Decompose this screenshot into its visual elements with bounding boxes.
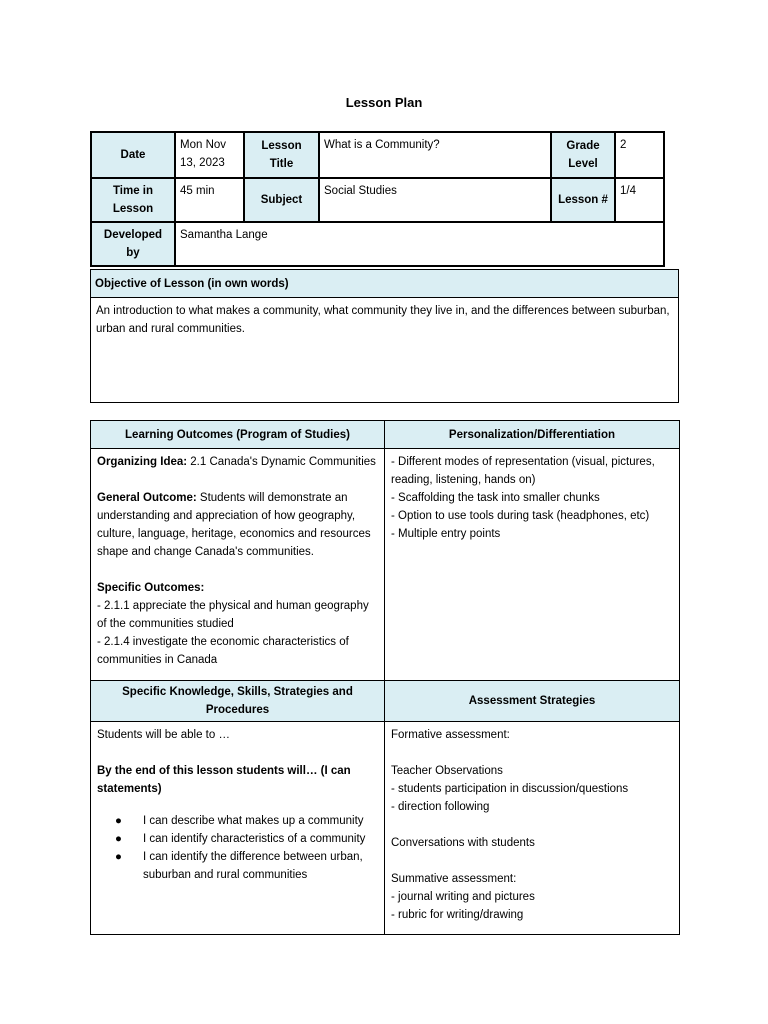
bullet-icon: ● — [115, 833, 122, 845]
specific-item: - 2.1.1 appreciate the physical and human geography of the communities studied — [97, 600, 369, 630]
i-can-heading: By the end of this lesson students will… (I can statements) — [97, 765, 351, 795]
observation-item: - students participation in discussion/questions — [391, 783, 629, 795]
personalization-item: - Multiple entry points — [391, 528, 501, 540]
summative-item: - rubric for writing/drawing — [391, 909, 524, 921]
subject-label: Subject — [244, 178, 319, 222]
page-title: Lesson Plan — [345, 95, 423, 110]
observations-label: Teacher Observations — [391, 765, 503, 777]
lesson-title-value: What is a Community? — [319, 132, 551, 178]
developed-by-value: Samantha Lange — [175, 222, 664, 266]
specific-item: - 2.1.4 investigate the economic characteristics of communities in Canada — [97, 636, 349, 666]
lesson-header-table — [90, 131, 665, 267]
organizing-text: 2.1 Canada's Dynamic Communities — [187, 456, 376, 468]
skills-heading: Specific Knowledge, Skills, Strategies and Procedures — [91, 681, 385, 722]
bullet-icon: ● — [115, 851, 122, 863]
lesson-number-value: 1/4 — [615, 178, 664, 222]
bullet-icon: ● — [115, 815, 122, 827]
summative-item: - journal writing and pictures — [391, 891, 535, 903]
outcomes-cell — [91, 449, 385, 681]
skills-intro: Students will be able to … — [97, 729, 230, 741]
lesson-details-table — [90, 420, 680, 935]
assessment-cell — [385, 722, 680, 935]
conversations-label: Conversations with students — [391, 837, 535, 849]
objective-table — [90, 269, 679, 403]
list-item: ● I can identify characteristics of a community — [115, 830, 378, 848]
list-item: ● I can describe what makes up a community — [115, 812, 378, 830]
grade-value: 2 — [615, 132, 664, 178]
observation-item: - direction following — [391, 801, 490, 813]
date-label: Date — [91, 132, 175, 178]
assessment-heading: Assessment Strategies — [385, 681, 680, 722]
outcomes-heading: Learning Outcomes (Program of Studies) — [91, 421, 385, 449]
i-can-list — [115, 812, 378, 884]
objective-text: An introduction to what makes a community, what community they live in, and the differences between suburban, urban and rural communities. — [91, 298, 679, 403]
date-value: Mon Nov 13, 2023 — [175, 132, 244, 178]
lesson-number-label: Lesson # — [551, 178, 615, 222]
personalization-cell — [385, 449, 680, 681]
time-value: 45 min — [175, 178, 244, 222]
general-text: Students will demonstrate an understanding and appreciation of how geography, culture, language, heritage, economics and resources shape and change Canada's communities. — [97, 492, 371, 558]
developed-by-label: Developed by — [91, 222, 175, 266]
organizing-label: Organizing Idea: — [97, 456, 188, 468]
personalization-item: - Option to use tools during task (headphones, etc) — [391, 510, 650, 522]
formative-label: Formative assessment: — [391, 729, 510, 741]
general-outcome — [97, 489, 378, 561]
personalization-item: - Scaffolding the task into smaller chunks — [391, 492, 600, 504]
organizing-idea — [97, 453, 378, 471]
personalization-heading: Personalization/Differentiation — [385, 421, 680, 449]
personalization-item: - Different modes of representation (visual, pictures, reading, listening, hands on) — [391, 456, 655, 486]
grade-label: Grade Level — [551, 132, 615, 178]
lesson-title-label: Lesson Title — [244, 132, 319, 178]
objective-heading: Objective of Lesson (in own words) — [91, 270, 679, 298]
list-item: ● I can identify the difference between urban, suburban and rural communities — [115, 848, 378, 884]
summative-label: Summative assessment: — [391, 873, 517, 885]
subject-value: Social Studies — [319, 178, 551, 222]
skills-cell — [91, 722, 385, 935]
specific-label: Specific Outcomes: — [97, 582, 205, 594]
general-label: General Outcome: — [97, 492, 197, 504]
time-label: Time in Lesson — [91, 178, 175, 222]
